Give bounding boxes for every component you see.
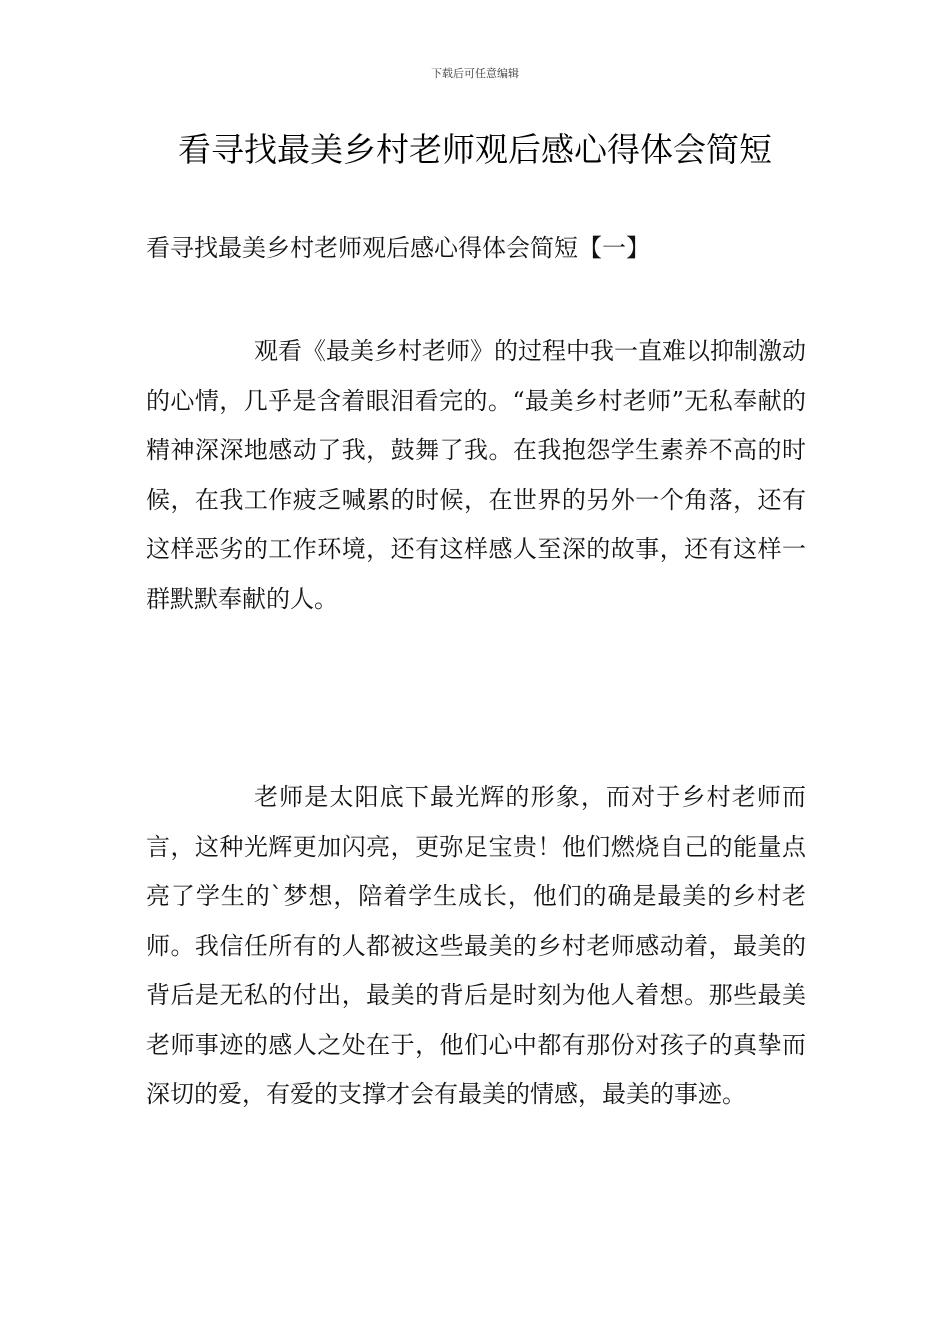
document-title: 看寻找最美乡村老师观后感心得体会简短 (178, 130, 772, 169)
section-heading: 看寻找最美乡村老师观后感心得体会简短【一】 (146, 234, 650, 262)
header-note: 下载后可任意编辑 (431, 67, 519, 80)
body-paragraph-1: 观看《最美乡村老师》的过程中我一直难以抑制激动的心情，几乎是含着眼泪看完的。“最美乡村老师”无私奉献的精神深深地感动了我，鼓舞了我。在我抱怨学生素养不高的时候，在我工作疲乏喊累的时候，在世界的另外一个角落，还有这样恶劣的工作环境，还有这样感人至深的故事，还有这样一群默默奉献的人。 (146, 337, 806, 613)
body-paragraph-2: 老师是太阳底下最光辉的形象，而对于乡村老师而言，这种光辉更加闪亮，更弥足宝贵！他们燃烧自己的能量点亮了学生的`梦想，陪着学生成长，他们的确是最美的乡村老师。我信任所有的人都被这些最美的乡村老师感动着，最美的背后是无私的付出，最美的背后是时刻为他人着想。那些最美老师事迹的感人之处在于，他们心中都有那份对孩子的真挚而深切的爱，有爱的支撑才会有最美的情感，最美的事迹。 (146, 783, 806, 1108)
